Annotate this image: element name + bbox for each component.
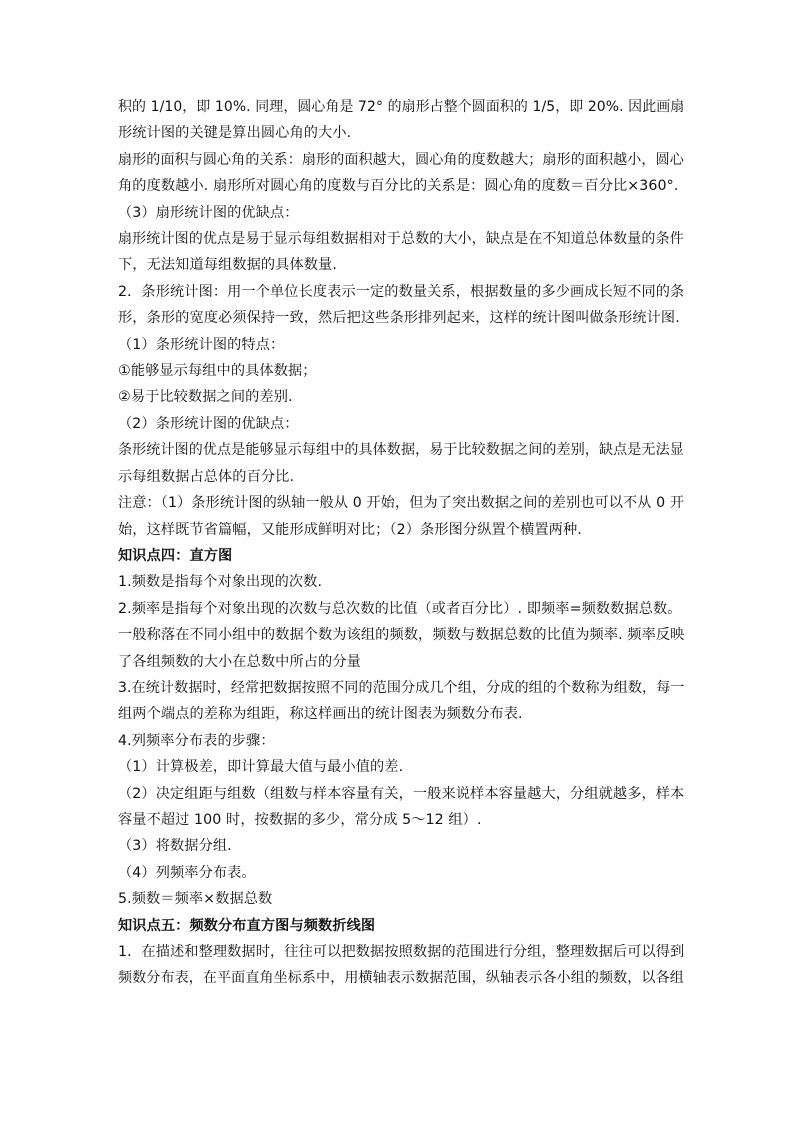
text-line: 容量不超过 100 时，按数据的多少，常分成 5～12 组）.: [118, 811, 482, 828]
section-heading: 知识点五：频数分布直方图与频数折线图: [118, 917, 376, 934]
text-line: 1.频数是指每个对象出现的次数.: [118, 574, 323, 591]
text-line: 一般称落在不同小组中的数据个数为该组的频数，频数与数据总数的比值为频率. 频率反映: [118, 627, 685, 644]
text-line: ②易于比较数据之间的差别.: [118, 389, 293, 406]
text-line: 组两个端点的差称为组距，称这样画出的统计图表为频数分布表.: [118, 706, 523, 723]
text-line: 下，无法知道每组数据的具体数量.: [118, 257, 337, 274]
text-line: 注意：（1）条形统计图的纵轴一般从 0 开始，但为了突出数据之间的差别也可以不从 0 开: [118, 495, 685, 512]
section-heading: 知识点四：直方图: [118, 547, 233, 564]
text-line: （2）决定组距与组数（组数与样本容量有关，一般来说样本容量越大，分组就越多，样本: [118, 785, 685, 802]
text-line: 扇形的面积与圆心角的关系：扇形的面积越大，圆心角的度数越大；扇形的面积越小，圆心: [118, 151, 684, 168]
text-line: （3）将数据分组.: [118, 838, 232, 855]
text-line: 频数分布表，在平面直角坐标系中，用横轴表示数据范围，纵轴表示各小组的频数，以各组: [118, 970, 684, 987]
text-line: 3.在统计数据时，经常把数据按照不同的范围分成几个组，分成的组的个数称为组数，每一: [118, 679, 685, 696]
text-line: （4）列频率分布表。: [118, 864, 256, 881]
text-line: 5.频数＝频率×数据总数: [118, 891, 273, 908]
text-line: 4.列频率分布表的步骤：: [118, 732, 275, 749]
text-line: 积的 1/10，即 10%. 同理，圆心角是 72° 的扇形占整个圆面积的 1/5，即 20%. 因此画扇: [118, 99, 685, 115]
text-line: （1）条形统计图的特点：: [118, 336, 285, 353]
text-line: 形，条形的宽度必须保持一致，然后把这些条形排列起来，这样的统计图叫做条形统计图.: [118, 310, 680, 327]
text-line: 1．在描述和整理数据时，往往可以把数据按照数据的范围进行分组，整理数据后可以得到: [118, 944, 685, 960]
text-line: 2.频率是指每个对象出现的次数与总次数的比值（或者百分比）. 即频率=频数数据总数。: [118, 600, 682, 617]
text-line: 扇形统计图的优点是易于显示每组数据相对于总数的大小，缺点是在不知道总体数量的条件: [118, 231, 684, 248]
text-line: 2．条形统计图：用一个单位长度表示一定的数量关系，根据数量的多少画成长短不同的条: [118, 283, 685, 300]
text-line: 示每组数据占总体的百分比.: [118, 468, 295, 485]
text-line: 了各组频数的大小在总数中所占的分量: [118, 653, 361, 670]
text-line: （3）扇形统计图的优缺点：: [118, 204, 299, 221]
text-line: （1）计算极差，即计算最大值与最小值的差.: [118, 759, 404, 776]
text-line: ①能够显示每组中的具体数据；: [118, 363, 317, 380]
text-line: 角的度数越小. 扇形所对圆心角的度数与百分比的关系是：圆心角的度数＝百分比×360°.: [118, 178, 679, 195]
document-page: [118, 94, 684, 992]
text-line: 条形统计图的优点是能够显示每组中的具体数据，易于比较数据之间的差别，缺点是无法显: [118, 442, 684, 459]
text-line: 始，这样既节省篇幅，又能形成鲜明对比；（2）条形图分纵置个横置两种.: [118, 521, 582, 538]
text-line: （2）条形统计图的优缺点：: [118, 415, 299, 432]
text-line: 形统计图的关键是算出圆心角的大小.: [118, 125, 352, 142]
